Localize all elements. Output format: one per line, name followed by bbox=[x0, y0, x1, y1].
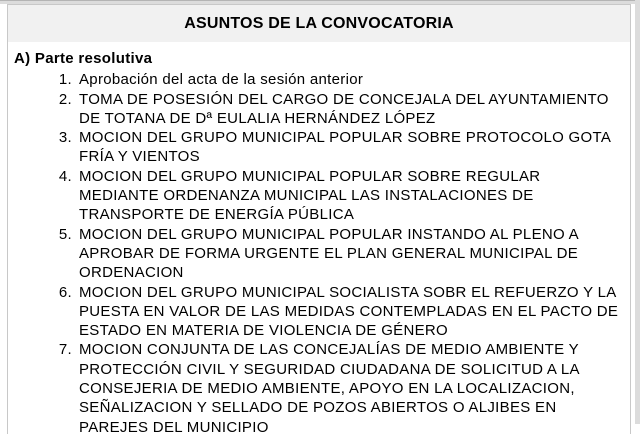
agenda-item bbox=[58, 90, 624, 129]
agenda-item bbox=[58, 167, 624, 225]
agenda-item-text: MOCION DEL GRUPO MUNICIPAL POPULAR SOBRE PROTOCOLO GOTA FRÍA Y VIENTOS bbox=[79, 129, 611, 166]
agenda-item-text: MOCION DEL GRUPO MUNICIPAL SOCIALISTA SOBR EL REFUERZO Y LA PUESTA EN VALOR DE LAS MEDIDAS CONTEMPLADAS EN EL PACTO DE ESTADO EN MATERIA DE VIOLENCIA DE GÉNERO bbox=[79, 283, 619, 340]
part-heading: A) Parte resolutiva bbox=[14, 50, 153, 67]
agenda-item-number: 1. bbox=[58, 71, 72, 89]
agenda-item-text: MOCION DEL GRUPO MUNICIPAL POPULAR SOBRE REGULAR MEDIANTE ORDENANZA MUNICIPAL LAS INSTALACIONES DE TRANSPORTE DE ENERGÍA PÚBLICA bbox=[79, 167, 541, 224]
agenda-body bbox=[8, 42, 630, 437]
agenda-item bbox=[58, 70, 624, 89]
agenda-item bbox=[58, 128, 624, 167]
agenda-item-number: 7. bbox=[58, 341, 72, 359]
agenda-item-text: MOCION DEL GRUPO MUNICIPAL POPULAR INSTANDO AL PLENO A APROBAR DE FORMA URGENTE EL PLAN GENERAL MUNICIPAL DE ORDENACION bbox=[79, 225, 579, 282]
agenda-item-number: 4. bbox=[58, 167, 72, 185]
agenda-header-title: ASUNTOS DE LA CONVOCATORIA bbox=[184, 14, 454, 32]
agenda-item bbox=[58, 283, 624, 341]
agenda-item-text: TOMA DE POSESIÓN DEL CARGO DE CONCEJALA DEL AYUNTAMIENTO DE TOTANA DE Dª EULALIA HERNÁNDEZ LÓPEZ bbox=[79, 90, 609, 127]
agenda-list bbox=[14, 70, 624, 437]
agenda-item-number: 6. bbox=[58, 283, 72, 301]
agenda-item bbox=[58, 340, 624, 436]
agenda-item bbox=[58, 225, 624, 283]
agenda-item-number: 3. bbox=[58, 129, 72, 147]
agenda-header bbox=[8, 5, 630, 42]
right-edge-scrollbar-track[interactable] bbox=[635, 0, 640, 424]
agenda-item-number: 5. bbox=[58, 225, 72, 243]
agenda-item-text: MOCION CONJUNTA DE LAS CONCEJALÍAS DE MEDIO AMBIENTE Y PROTECCIÓN CIVIL Y SEGURIDAD CIUDADANA DE SOLICITUD A LA CONSEJERIA DE MEDIO AMBIENTE, APOYO EN LA LOCALIZACION, SEÑALIZACION Y SELLADO DE POZOS ABIERTOS O ALJIBES EN PAREJES DEL MUNICIPIO bbox=[79, 341, 579, 436]
agenda-item-number: 2. bbox=[58, 90, 72, 108]
agenda-item-text: Aprobación del acta de la sesión anterior bbox=[79, 71, 364, 89]
agenda-panel bbox=[7, 4, 631, 434]
